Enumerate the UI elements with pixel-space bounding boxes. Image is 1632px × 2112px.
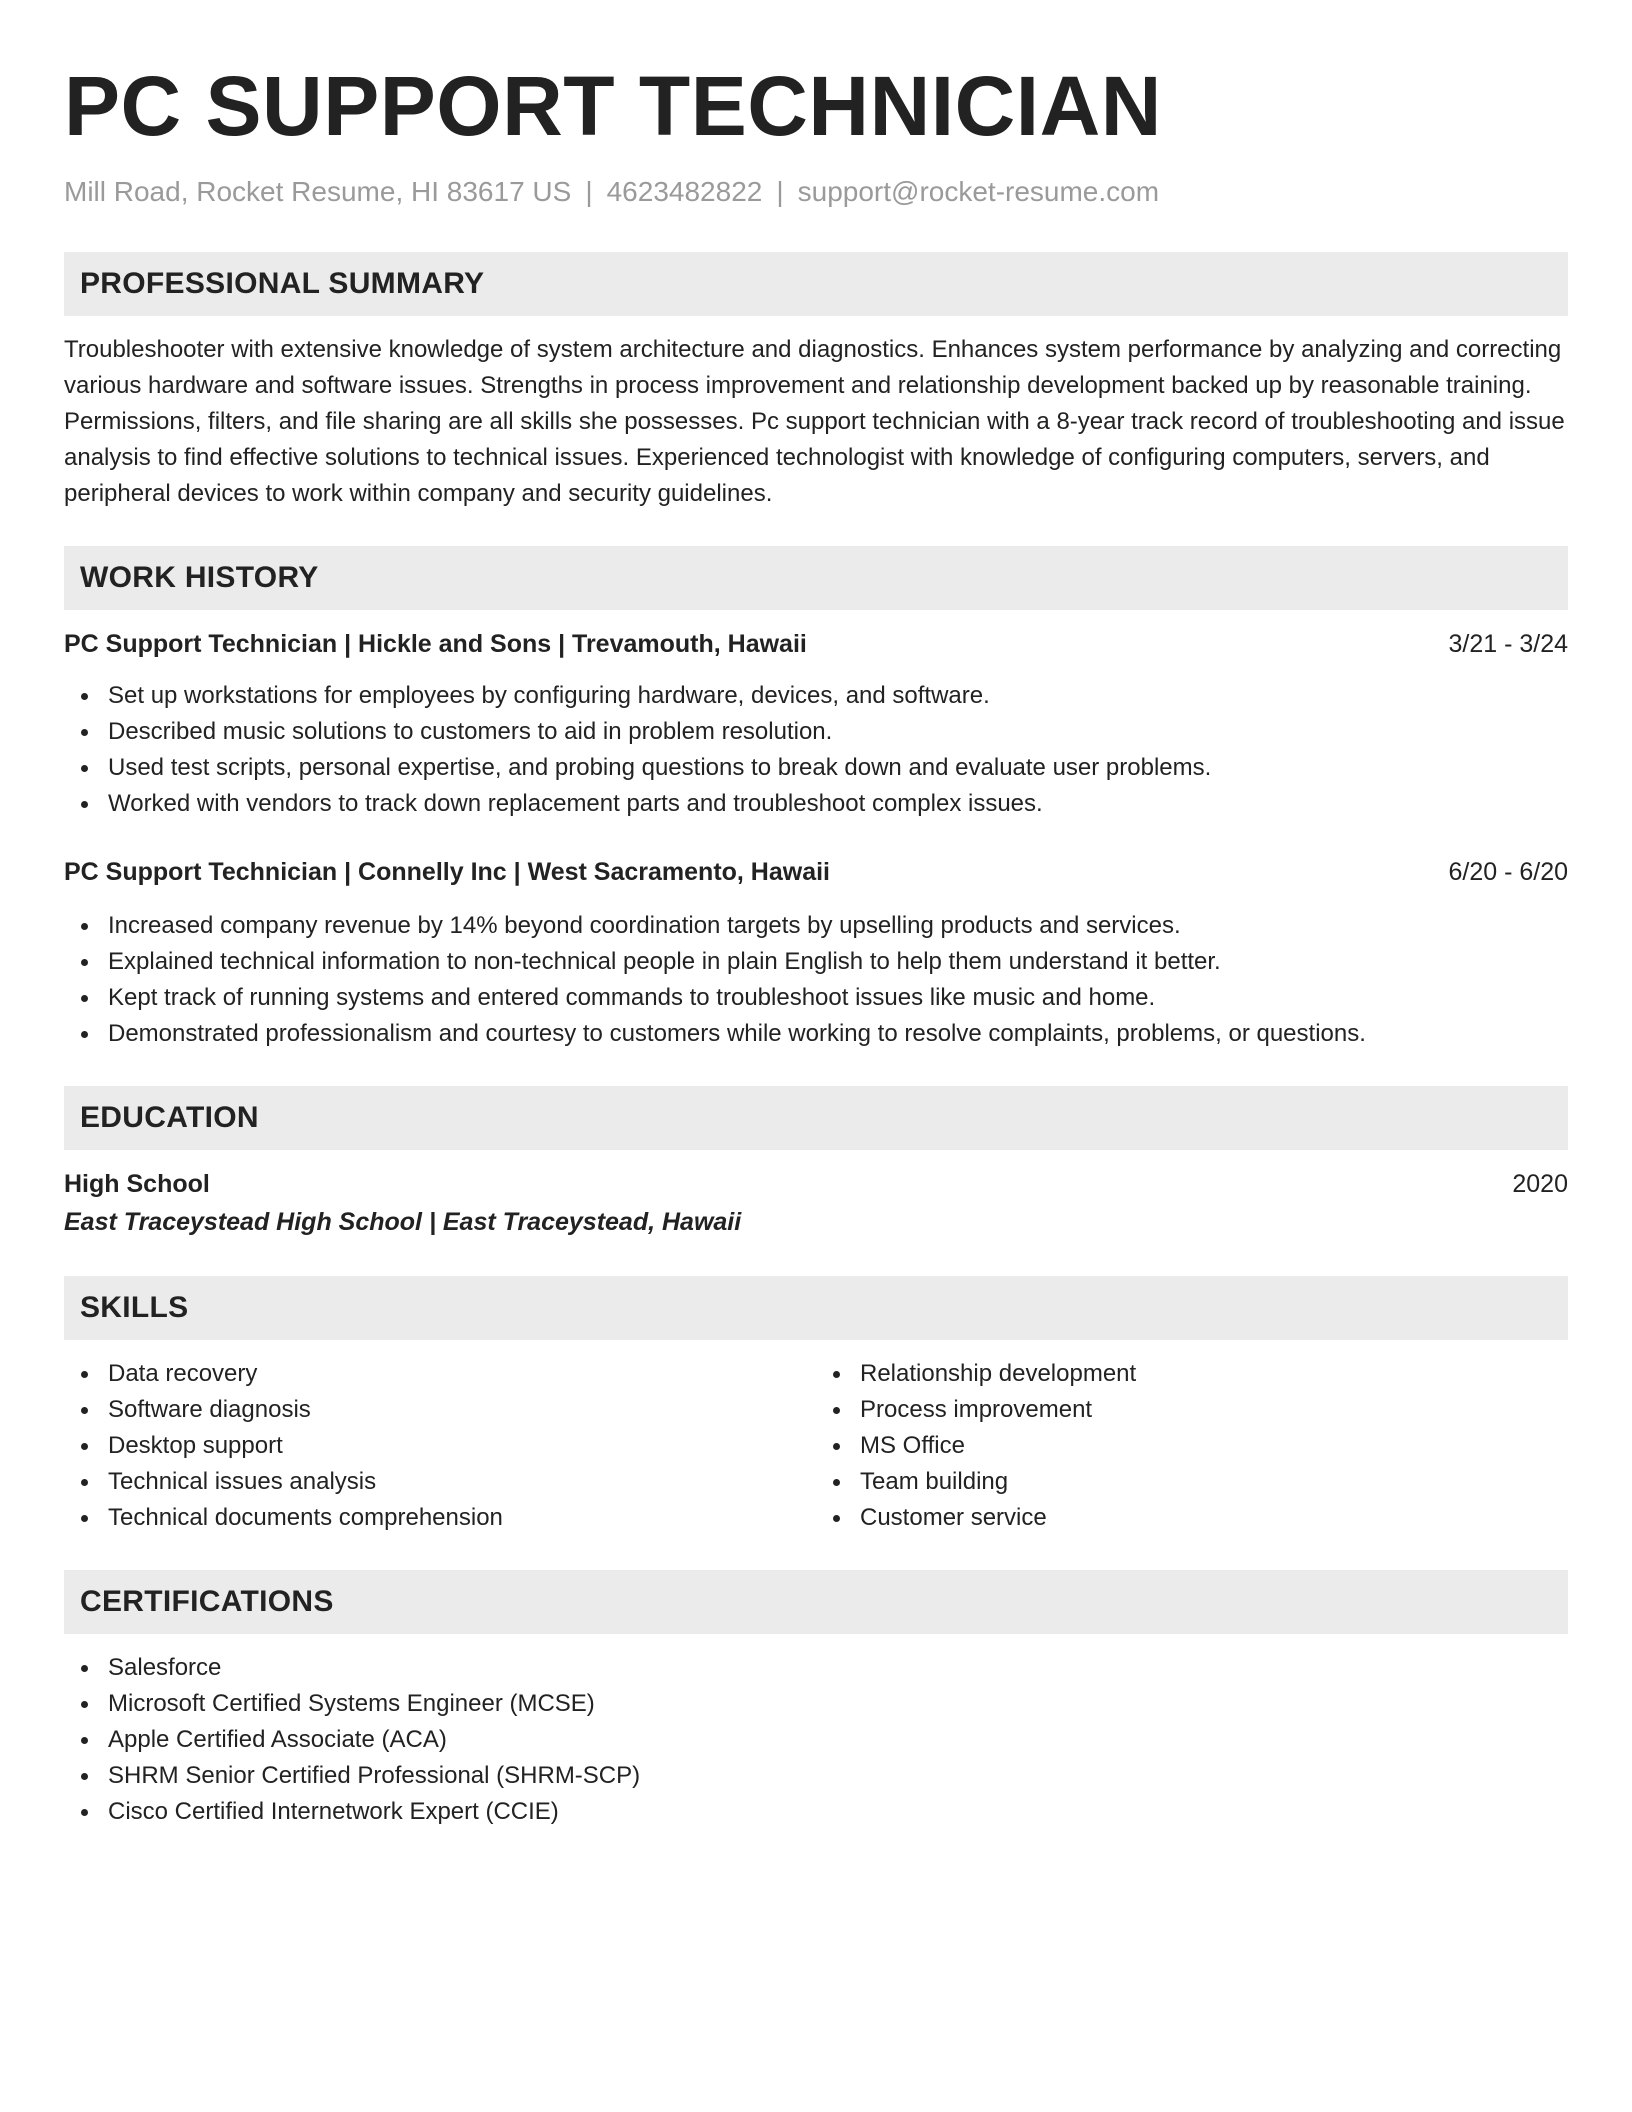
job-bullet: Explained technical information to non-technical people in plain English to help them understand it better. (64, 944, 1568, 980)
job-bullet: Described music solutions to customers to aid in problem resolution. (64, 714, 1568, 750)
skill-item: Technical issues analysis (64, 1464, 816, 1500)
certifications-list (64, 1650, 1568, 1830)
skill-item: Team building (816, 1464, 1568, 1500)
contact-address: Mill Road, Rocket Resume, HI 83617 US (64, 176, 572, 207)
job-dates: 3/21 - 3/24 (1448, 630, 1568, 658)
skill-item: Data recovery (64, 1356, 816, 1392)
work-history-heading: WORK HISTORY (64, 546, 1568, 610)
job-title: PC Support Technician | Connelly Inc | West Sacramento, Hawaii (64, 858, 831, 886)
skills-column-right (816, 1356, 1568, 1536)
job-bullets (64, 908, 1568, 1052)
skill-item: Desktop support (64, 1428, 816, 1464)
certification-item: SHRM Senior Certified Professional (SHRM-SCP) (64, 1758, 1568, 1794)
certification-item: Salesforce (64, 1650, 1568, 1686)
job-bullet: Kept track of running systems and entered commands to troubleshoot issues like music and home. (64, 980, 1568, 1016)
certifications-heading: CERTIFICATIONS (64, 1570, 1568, 1634)
job-header (64, 854, 1568, 890)
job-header (64, 626, 1568, 662)
contact-separator: | (585, 176, 593, 207)
education-school: East Traceystead High School | East Traceystead, Hawaii (64, 1208, 742, 1236)
candidate-name: PC SUPPORT TECHNICIAN (64, 59, 1162, 153)
certification-item: Microsoft Certified Systems Engineer (MCSE) (64, 1686, 1568, 1722)
job-bullet: Set up workstations for employees by configuring hardware, devices, and software. (64, 678, 1568, 714)
skills-heading: SKILLS (64, 1276, 1568, 1340)
contact-separator: | (776, 176, 784, 207)
skills-column-left (64, 1356, 816, 1536)
skill-item: Process improvement (816, 1392, 1568, 1428)
certification-item: Apple Certified Associate (ACA) (64, 1722, 1568, 1758)
job-entry (64, 626, 1568, 822)
skills-grid (64, 1356, 1568, 1536)
skill-item: Customer service (816, 1500, 1568, 1536)
job-bullet: Used test scripts, personal expertise, and probing questions to break down and evaluate user problems. (64, 750, 1568, 786)
education-year: 2020 (1512, 1170, 1568, 1198)
education-heading: EDUCATION (64, 1086, 1568, 1150)
job-dates: 6/20 - 6/20 (1448, 858, 1568, 886)
contact-email: support@rocket-resume.com (797, 176, 1160, 207)
job-bullet: Demonstrated professionalism and courtesy to customers while working to resolve complaints, problems, or questions. (64, 1016, 1568, 1052)
summary-text: Troubleshooter with extensive knowledge of system architecture and diagnostics. Enhances system performance by analyzing and correcting various hardware and software issues. Strengths in process improvement and relationship development backed up by reasonable training. Permissions, filters, and file sharing are all skills she possesses. Pc support technician with a 8-year track record of troubleshooting and issue analysis to find effective solutions to technical issues. Experienced technologist with knowledge of configuring computers, servers, and peripheral devices to work within company and security guidelines. (64, 336, 1565, 507)
summary-heading: PROFESSIONAL SUMMARY (64, 252, 1568, 316)
job-bullet: Worked with vendors to track down replacement parts and troubleshoot complex issues. (64, 786, 1568, 822)
job-bullets (64, 678, 1568, 822)
job-title: PC Support Technician | Hickle and Sons | Trevamouth, Hawaii (64, 630, 807, 658)
skill-item: MS Office (816, 1428, 1568, 1464)
contact-line (64, 174, 1568, 210)
education-header (64, 1166, 1568, 1202)
skill-item: Technical documents comprehension (64, 1500, 816, 1536)
education-degree: High School (64, 1170, 210, 1198)
job-bullet: Increased company revenue by 14% beyond coordination targets by upselling products and services. (64, 908, 1568, 944)
education-entry (64, 1166, 1568, 1242)
contact-phone: 4623482822 (606, 176, 763, 207)
skill-item: Software diagnosis (64, 1392, 816, 1428)
skill-item: Relationship development (816, 1356, 1568, 1392)
job-entry (64, 854, 1568, 1052)
certification-item: Cisco Certified Internetwork Expert (CCIE) (64, 1794, 1568, 1830)
